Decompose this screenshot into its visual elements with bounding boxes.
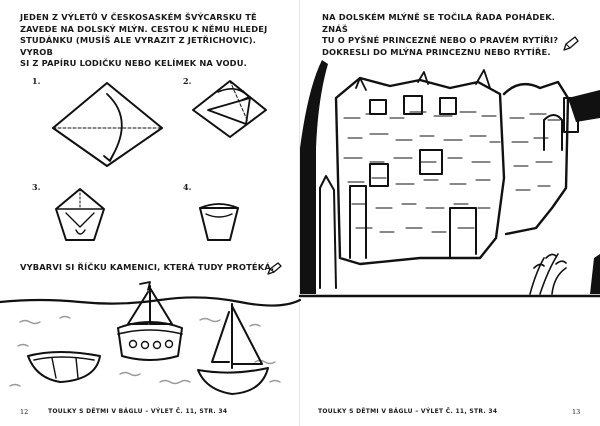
right-page [300, 0, 600, 426]
fold-step-2-drawing [188, 78, 270, 140]
pencil-icon [562, 36, 580, 52]
right-footer: TOULKY S DĚTMI V BÁGLU – VÝLET Č. 11, STR. 34 [318, 408, 498, 415]
left-page-number: 12 [20, 408, 29, 416]
river-task-text: VYBARVI SI ŘÍČKU KAMENICI, KTERÁ TUDY PROTÉKÁ. [20, 262, 275, 272]
left-footer: TOULKY S DĚTMI V BÁGLU – VÝLET Č. 11, STR. 34 [48, 408, 228, 415]
right-intro-text: NA DOLSKÉM MLÝNĚ SE TOČILA ŘADA POHÁDEK. ZNÁŠ TU O PYŠNÉ PRINCEZNĚ NEBO O PRAVÉM RYTÍŘI? DOKRESLI DO MLÝNA PRINCEZNU NEBO RYTÍŘE. [322, 12, 559, 57]
step-number-1: 1. [32, 76, 41, 86]
fold-step-1-drawing [50, 80, 165, 170]
step-number-2: 2. [183, 76, 192, 86]
river-scene-drawing [0, 282, 300, 400]
left-intro-text: JEDEN Z VÝLETŮ V ČESKOSASKÉM ŠVÝCARSKU TĚ ZAVEDE NA DOLSKÝ MLÝN. CESTOU K NĚMU HLEDEJ STUDÁNKU (MUSÍŠ ALE VYRAZIT Z JETŘICHOVIC). VYROB SI Z PAPÍRU LODIČKU NEBO KELÍMEK NA VODU. [20, 12, 268, 69]
mill-ruin-drawing [300, 58, 600, 298]
right-page-number: 13 [572, 408, 581, 416]
step-number-4: 4. [183, 182, 192, 192]
fold-step-3-drawing [52, 186, 110, 244]
step-number-3: 3. [32, 182, 41, 192]
pencil-icon [266, 262, 282, 276]
fold-step-4-drawing [196, 198, 242, 244]
